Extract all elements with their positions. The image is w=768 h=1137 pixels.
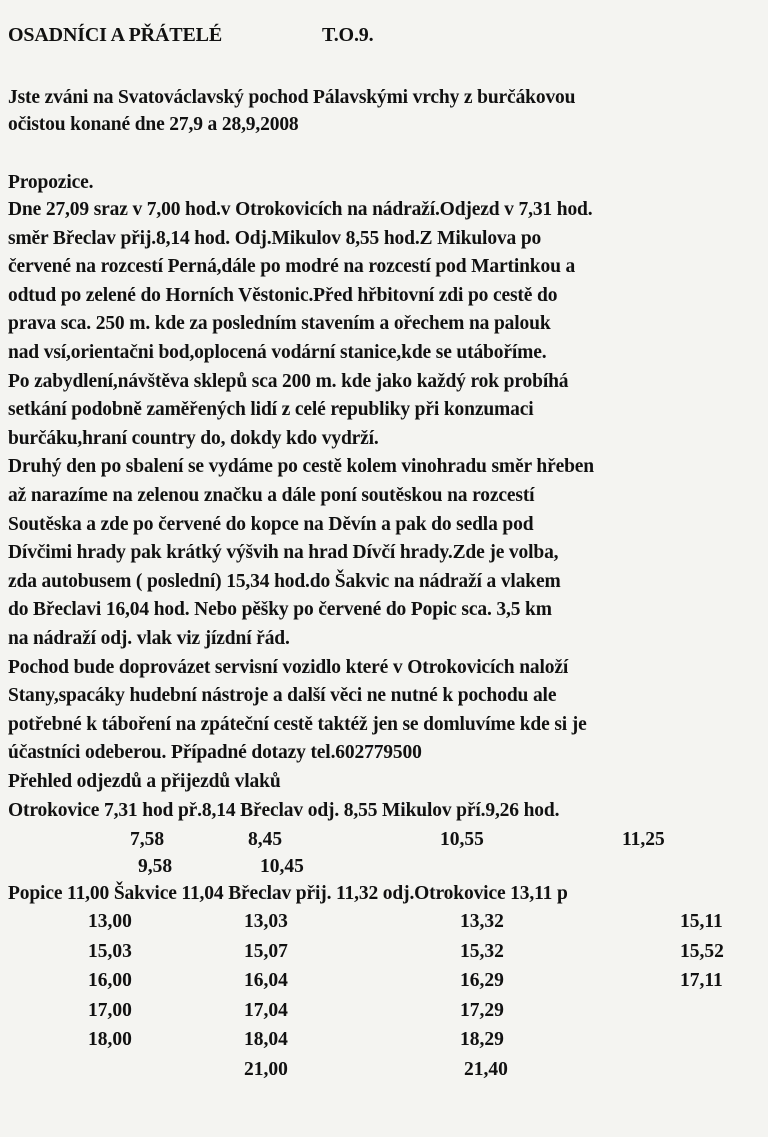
timetable-cell: 10,55: [440, 829, 484, 850]
timetable-cell: 15,03: [88, 940, 132, 962]
body-line: na nádraží odj. vlak viz jízdní řád.: [8, 628, 290, 649]
timetable-cell: 8,45: [248, 829, 283, 850]
return-header: Popice 11,00 Šakvice 11,04 Břeclav přij. 11,32 odj.Otrokovice 13,11 p: [8, 883, 568, 904]
timetable-cell: 18,00: [88, 1029, 132, 1050]
timetable-cell: 9,58: [138, 856, 173, 877]
timetable-cell: 15,32: [460, 940, 504, 962]
body-line: účastníci odeberou. Případné dotazy tel.602779500: [8, 742, 422, 764]
timetable-cell: 17,29: [460, 999, 504, 1021]
body-line: až narazíme na zelenou značku a dále poní soutěskou na rozcestí: [8, 485, 535, 506]
body-line: směr Břeclav přij.8,14 hod. Odj.Mikulov 8,55 hod.Z Mikulova po: [8, 227, 542, 249]
timetable-cell: 11,25: [622, 829, 665, 850]
organization-name: OSADNÍCI A PŘÁTELÉ: [8, 24, 223, 46]
timetable-cell: 13,32: [460, 911, 504, 932]
body-line: do Břeclavi 16,04 hod. Nebo pěšky po červené do Popic sca. 3,5 km: [8, 599, 552, 621]
timetable-cell: 15,07: [244, 940, 288, 962]
timetable-cell: 10,45: [260, 856, 304, 877]
body-line: červené na rozcestí Perná,dále po modré na rozcestí pod Martinkou a: [8, 256, 576, 278]
body-line: setkání podobně zaměřených lidí z celé republiky při konzumaci: [8, 399, 534, 421]
body-line: Stany,spacáky hudební nástroje a další věci ne nutné k pochodu ale: [8, 685, 557, 707]
body-line: prava sca. 250 m. kde za posledním stavením a ořechem na palouk: [8, 313, 551, 335]
invite-line: Jste zváni na Svatováclavský pochod Pálavskými vrchy z burčákovou: [8, 87, 576, 108]
body-line: zda autobusem ( poslední) 15,34 hod.do Šakvic na nádraží a vlakem: [8, 570, 561, 592]
timetable-cell: 21,40: [464, 1058, 508, 1080]
outbound-header: Otrokovice 7,31 hod př.8,14 Břeclav odj. 8,55 Mikulov pří.9,26 hod.: [8, 800, 560, 821]
timetable-cell: 16,00: [88, 970, 132, 991]
timetable-cell: 7,58: [130, 829, 165, 850]
timetable-cell: 18,29: [460, 1029, 504, 1050]
timetable-cell: 16,04: [244, 970, 288, 991]
organization-code: T.O.9.: [322, 24, 374, 46]
timetable-cell: 17,11: [680, 970, 723, 991]
body-line: potřebné k táboření na zpáteční cestě taktéž jen se domluvíme kde si je: [8, 713, 587, 735]
body-line: Dívčimi hrady pak krátký výšvih na hrad Dívčí hrady.Zde je volba,: [8, 542, 559, 564]
timetable-cell: 15,11: [680, 911, 723, 932]
timetable-cell: 17,04: [244, 999, 288, 1021]
body-line: odtud po zelené do Horních Věstonic.Před hřbitovní zdi po cestě do: [8, 284, 558, 306]
timetable-cell: 13,03: [244, 911, 288, 932]
timetable-cell: 21,00: [244, 1058, 288, 1080]
schedule-title: Přehled odjezdů a přijezdů vlaků: [8, 771, 281, 792]
body-line: Dne 27,09 sraz v 7,00 hod.v Otrokovicích na nádraží.Odjezd v 7,31 hod.: [8, 199, 593, 220]
timetable-cell: 16,29: [460, 970, 504, 991]
section-title-propozice: Propozice.: [8, 172, 94, 193]
timetable-cell: 18,04: [244, 1029, 288, 1050]
body-line: Po zabydlení,návštěva sklepů sca 200 m. kde jako každý rok probíhá: [8, 370, 569, 392]
timetable-cell: 13,00: [88, 911, 132, 932]
body-line: burčáku,hraní country do, dokdy kdo vydrží.: [8, 427, 379, 449]
body-line: nad vsí,orientačni bod,oplocená vodární stanice,kde se utáboříme.: [8, 342, 547, 363]
timetable-cell: 15,52: [680, 940, 724, 962]
body-line: Druhý den po sbalení se vydáme po cestě kolem vinohradu směr hřeben: [8, 456, 594, 478]
invite-line: očistou konané dne 27,9 a 28,9,2008: [8, 114, 299, 135]
timetable-cell: 17,00: [88, 999, 132, 1021]
body-line: Pochod bude doprovázet servisní vozidlo které v Otrokovicích naloží: [8, 656, 569, 678]
body-line: Soutěska a zde po červené do kopce na Děvín a pak do sedla pod: [8, 513, 534, 535]
